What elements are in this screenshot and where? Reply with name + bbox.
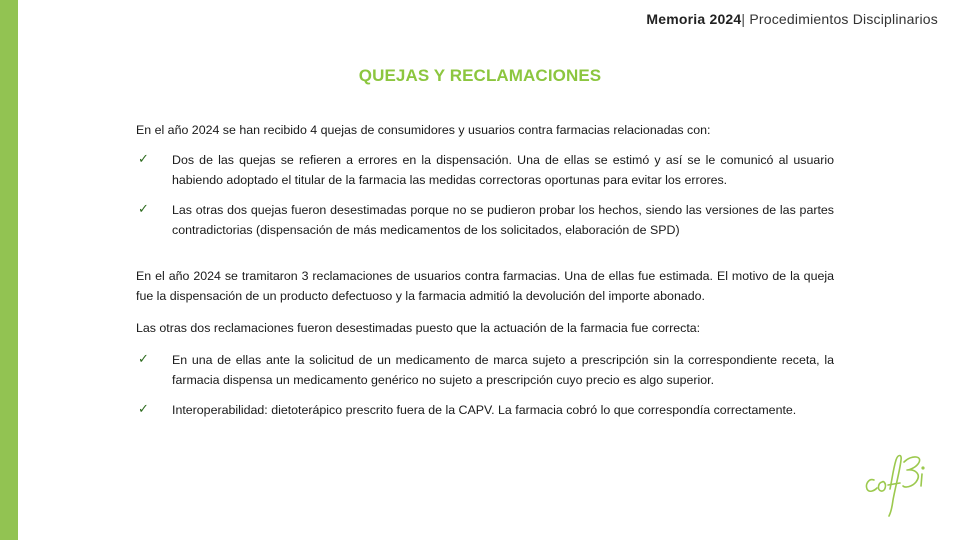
header-separator: | xyxy=(741,11,746,27)
list-item-text: Interoperabilidad: dietoterápico prescrito fuera de la CAPV. La farmacia cobró lo que correspondía correctamente. xyxy=(172,403,797,417)
cofbi-logo-icon xyxy=(860,440,936,518)
checkmark-icon: ✓ xyxy=(138,201,149,216)
header-section-title: Procedimientos Disciplinarios xyxy=(745,11,938,27)
reclamaciones-list xyxy=(136,350,834,420)
list-item xyxy=(136,150,834,190)
list-item xyxy=(136,200,834,240)
checkmark-icon: ✓ xyxy=(138,351,149,366)
list-item-text: Dos de las quejas se refieren a errores en la dispensación. Una de ellas se estimó y así se le comunicó al usuario habiendo adoptado el titular de la farmacia las medidas correctoras oportunas para evitar los errores. xyxy=(172,153,834,187)
reclamaciones-desestimadas: Las otras dos reclamaciones fueron desestimadas puesto que la actuación de la farmacia fue correcta: xyxy=(136,321,701,335)
list-item-text: En una de ellas ante la solicitud de un medicamento de marca sujeto a prescripción sin la correspondiente receta, la farmacia dispensa un medicamento genérico no sujeto a prescripción cuyo precio es algo superior. xyxy=(172,353,834,387)
quejas-list xyxy=(136,150,834,240)
list-item xyxy=(136,400,834,420)
page-header xyxy=(646,11,938,27)
checkmark-icon: ✓ xyxy=(138,401,149,416)
checkmark-icon: ✓ xyxy=(138,151,149,166)
quejas-intro: En el año 2024 se han recibido 4 quejas de consumidores y usuarios contra farmacias relacionadas con: xyxy=(136,123,711,137)
list-item-text: Las otras dos quejas fueron desestimadas porque no se pudieron probar los hechos, siendo las versiones de las partes contradictorias (dispensación de más medicamentos de los solicitados, elaboración de SPD) xyxy=(172,203,834,237)
main-content xyxy=(136,120,834,420)
header-report-title: Memoria 2024 xyxy=(646,11,742,27)
list-item xyxy=(136,350,834,390)
reclamaciones-intro: En el año 2024 se tramitaron 3 reclamaciones de usuarios contra farmacias. Una de ellas fue estimada. El motivo de la queja fue la dispensación de un producto defectuoso y la farmacia admitió la devolución del importe abonado. xyxy=(136,269,834,303)
page-title: QUEJAS Y RECLAMACIONES xyxy=(358,66,602,85)
